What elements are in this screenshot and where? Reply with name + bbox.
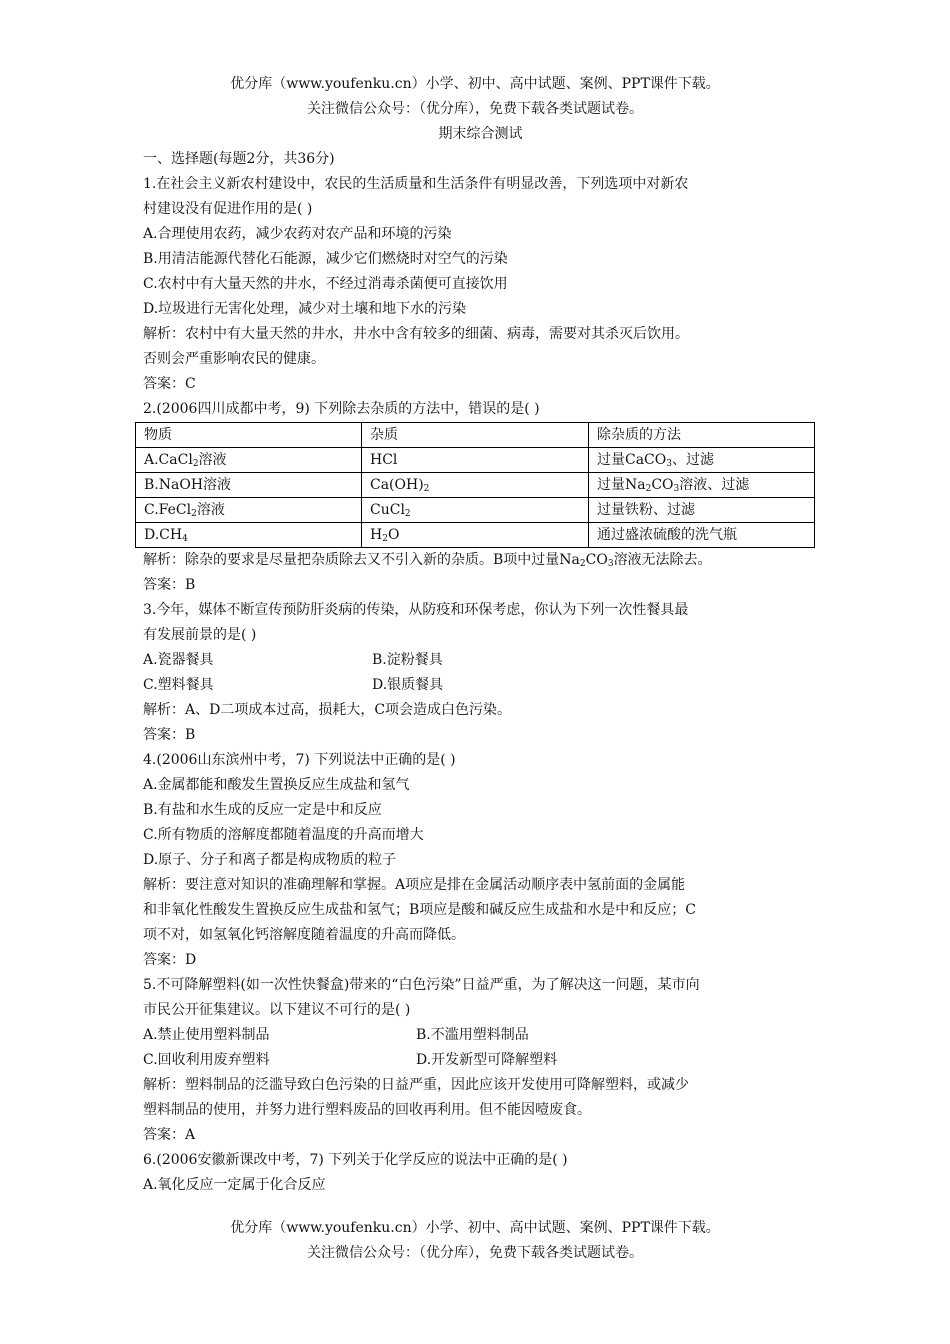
q3-stem-line-2: 有发展前景的是( ) [143,627,257,643]
section-title: 一、选择题(每题2分，共36分) [143,151,335,167]
q5-option-b: B.不滥用塑料制品 [416,1027,529,1043]
q3-stem-line-1: 3.今年，媒体不断宣传预防肝炎病的传染，从防疫和环保考虑，你认为下列一次性餐具最 [143,602,689,618]
q3-option-d: D.银质餐具 [372,677,444,693]
q5-stem-line-2: 市民公开征集建议。以下建议不可行的是( ) [143,1002,411,1018]
q5-options-row-1 [143,1023,818,1048]
page-header [0,72,950,122]
q4-analysis-line-2: 和非氧化性酸发生置换反应生成盐和氢气；B项应是酸和碱反应生成盐和水是中和反应；C [143,902,696,918]
q4-stem: 4.(2006山东滨州中考，7) 下列说法中正确的是( ) [143,752,456,768]
header-line-1: 优分库（www.youfenku.cn）小学、初中、高中试题、案例、PPT课件下载。 [230,76,720,92]
question-2 [143,397,818,598]
table-header-row [136,423,815,448]
q3-options-row-2 [143,673,818,698]
footer-line-1: 优分库（www.youfenku.cn）小学、初中、高中试题、案例、PPT课件下载。 [230,1220,720,1236]
q5-answer: 答案：A [143,1127,196,1143]
q5-analysis-line-2: 塑料制品的使用，并努力进行塑料废品的回收再利用。但不能因噎废食。 [143,1102,591,1118]
question-6 [143,1148,818,1198]
q6-option-a: A.氧化反应一定属于化合反应 [143,1177,326,1193]
table-cell-method: 过量CaCO$_3$、过滤 [589,448,815,473]
table-cell-method: 过量铁粉、过滤 [589,498,815,523]
q5-option-d: D.开发新型可降解塑料 [416,1052,558,1068]
q5-option-a: A.禁止使用塑料制品 [143,1027,270,1043]
q1-analysis-line-2: 否则会严重影响农民的健康。 [143,351,325,367]
table-row [136,498,815,523]
page-footer [0,1216,950,1266]
q1-option-b: B.用清洁能源代替化石能源，减少它们燃烧时对空气的污染 [143,251,508,267]
q3-answer: 答案：B [143,727,196,743]
q3-option-b: B.淀粉餐具 [372,652,443,668]
table-cell-impurity: $Ca(OH)_2$ [362,473,589,498]
q3-options-row-1 [143,648,818,673]
q3-option-c: C.塑料餐具 [143,677,214,693]
q1-analysis-line-1: 解析：农村中有大量天然的井水，井水中含有较多的细菌、病毒，需要对其杀灭后饮用。 [143,326,689,342]
q1-option-a: A.合理使用农药，减少农药对农产品和环境的污染 [143,226,452,242]
table-cell-method: 通过盛浓硫酸的洗气瓶 [589,523,815,548]
table-row [136,473,815,498]
q5-stem-line-1: 5.不可降解塑料(如一次性快餐盒)带来的“白色污染”日益严重，为了解决这一问题，某市向 [143,977,700,993]
q4-option-a: A.金属都能和酸发生置换反应生成盐和氢气 [143,777,410,793]
table-header-cell: 杂质 [362,423,589,448]
table-cell-impurity: HCl [362,448,589,473]
question-4 [143,748,818,973]
table-cell-method: 过量$Na_2CO_3$溶液、过滤 [589,473,815,498]
footer-line-2: 关注微信公众号：（优分库），免费下载各类试题试卷。 [307,1245,643,1261]
q4-answer: 答案：D [143,952,197,968]
q1-answer: 答案：C [143,376,196,392]
q2-answer: 答案：B [143,577,196,593]
q4-option-d: D.原子、分子和离子都是构成物质的粒子 [143,852,397,868]
q5-option-c: C.回收利用废弃塑料 [143,1052,270,1068]
table-cell-substance: $D.CH_4$ [136,523,362,548]
table-cell-impurity: CuCl$_2$ [362,498,589,523]
q4-option-c: C.所有物质的溶解度都随着温度的升高而增大 [143,827,424,843]
q5-options-row-2 [143,1048,818,1073]
q4-analysis-line-1: 解析：要注意对知识的准确理解和掌握。A项应是排在金属活动顺序表中氢前面的金属能 [143,877,686,893]
table-cell-substance: B.NaOH溶液 [136,473,362,498]
impurity-table [135,422,815,548]
table-cell-impurity: $H_2O$ [362,523,589,548]
q3-option-a: A.瓷器餐具 [143,652,214,668]
q2-stem: 2.(2006四川成都中考，9) 下列除去杂质的方法中，错误的是( ) [143,401,540,417]
q5-analysis-line-1: 解析：塑料制品的泛滥导致白色污染的日益严重，因此应该开发使用可降解塑料，或减少 [143,1077,689,1093]
q6-stem: 6.(2006安徽新课改中考，7) 下列关于化学反应的说法中正确的是( ) [143,1152,568,1168]
table-cell-substance: A.CaCl$_2$溶液 [136,448,362,473]
header-line-2: 关注微信公众号：（优分库），免费下载各类试题试卷。 [307,101,643,117]
question-3 [143,598,818,748]
table-header-cell: 物质 [136,423,362,448]
question-1 [143,172,818,397]
table-cell-substance: C.FeCl$_2$溶液 [136,498,362,523]
doc-title: 期末综合测试 [438,126,523,142]
q1-option-d: D.垃圾进行无害化处理，减少对土壤和地下水的污染 [143,301,467,317]
q3-analysis: 解析：A、D二项成本过高，损耗大，C项会造成白色污染。 [143,702,512,718]
table-header-cell: 除杂质的方法 [589,423,815,448]
table-row [136,523,815,548]
q1-option-c: C.农村中有大量天然的井水，不经过消毒杀菌便可直接饮用 [143,276,508,292]
q4-option-b: B.有盐和水生成的反应一定是中和反应 [143,802,382,818]
q1-stem-line-2: 村建设没有促进作用的是( ) [143,201,313,217]
document-body [143,122,818,1198]
q1-stem-line-1: 1.在社会主义新农村建设中，农民的生活质量和生活条件有明显改善，下列选项中对新农 [143,176,689,192]
question-5 [143,973,818,1148]
q4-analysis-line-3: 项不对，如氢氧化钙溶解度随着温度的升高而降低。 [143,927,465,943]
table-row [136,448,815,473]
q2-analysis: 解析：除杂的要求是尽量把杂质除去又不引入新的杂质。B项中过量$Na_2CO_3$溶液无法除去。 [143,552,712,569]
